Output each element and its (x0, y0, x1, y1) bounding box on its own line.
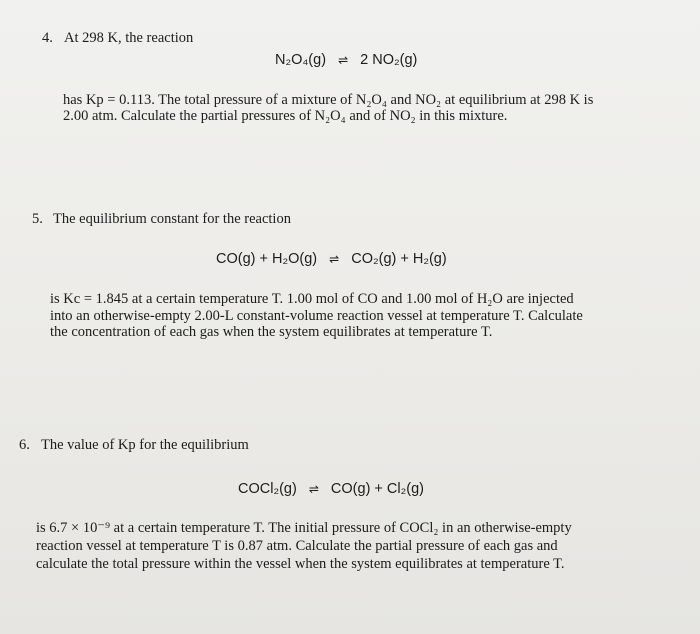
equilibrium-arrow-icon: ⇌ (308, 482, 319, 496)
equation-products: CO(g) + Cl₂(g) (330, 481, 424, 497)
problem-6-body-line-3: calculate the total pressure within the vessel when the system equilibrates at temperature T. (36, 556, 565, 572)
problem-5-body-line-1: is Kc = 1.845 at a certain temperature T. 1.00 mol of CO and 1.00 mol of H₂O are injected (50, 291, 574, 307)
problem-5-body-line-3: the concentration of each gas when the system equilibrates at temperature T. (50, 324, 493, 340)
equation-reactants: CO(g) + H₂O(g) (216, 251, 318, 267)
problem-6-body-line-2: reaction vessel at temperature T is 0.87 atm. Calculate the partial pressure of each gas and (36, 538, 558, 554)
problem-6-number: 6. (19, 437, 30, 453)
equation-products: CO₂(g) + H₂(g) (351, 251, 447, 267)
problem-4-body-line-2: 2.00 atm. Calculate the partial pressures of N₂O₄ and of NO₂ in this mixture. (63, 108, 508, 124)
problem-4-equation (275, 52, 417, 68)
problem-4-number: 4. (42, 30, 53, 46)
problem-5-intro: The equilibrium constant for the reaction (53, 211, 291, 227)
equation-reactants: N₂O₄(g) (275, 52, 327, 68)
equilibrium-arrow-icon: ⇌ (329, 252, 340, 266)
problem-4-body-line-1: has Kp = 0.113. The total pressure of a mixture of N₂O₄ and NO₂ at equilibrium at 298 K is (63, 92, 594, 108)
problem-5-equation (216, 251, 447, 267)
problem-5-number: 5. (32, 211, 43, 227)
problem-6-body-line-1: is 6.7 × 10⁻⁹ at a certain temperature T. The initial pressure of COCl₂ in an otherwise-empty (36, 520, 572, 536)
equation-products: 2 NO₂(g) (360, 52, 418, 68)
problem-6-equation (238, 481, 424, 497)
problem-4-intro: At 298 K, the reaction (64, 30, 194, 46)
problem-5-body-line-2: into an otherwise-empty 2.00-L constant-volume reaction vessel at temperature T. Calculate (50, 308, 583, 324)
equilibrium-arrow-icon: ⇌ (338, 53, 349, 67)
equation-reactants: COCl₂(g) (238, 481, 297, 497)
problem-6-intro: The value of Kp for the equilibrium (41, 437, 249, 453)
